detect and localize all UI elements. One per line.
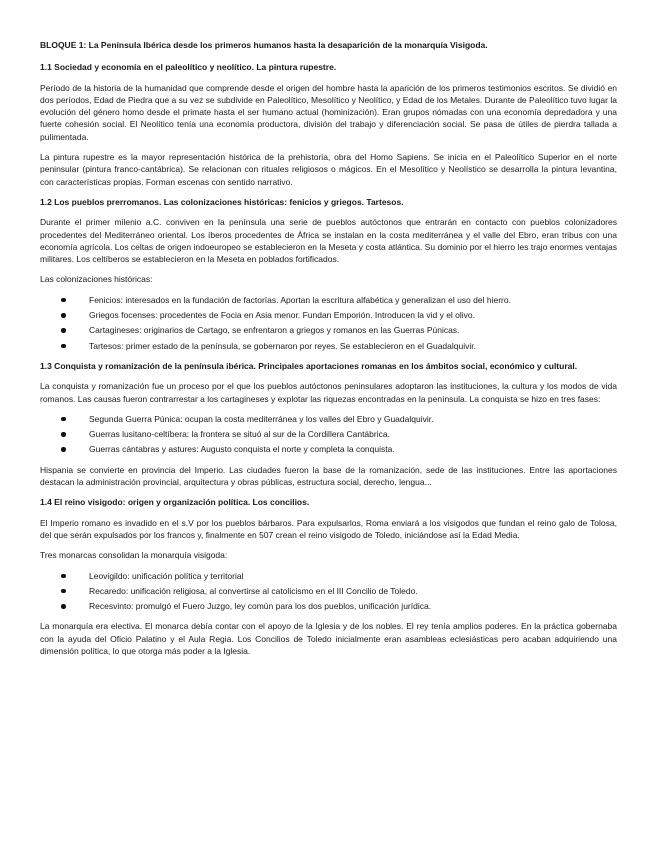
section-1-4 bbox=[40, 496, 617, 657]
list-item: Recesvinto: promulgó el Fuero Juzgo, ley común para los dos pueblos, unificación jurídica. bbox=[89, 600, 617, 612]
list-item: Guerras lusitano-celtíbera: la frontera se situó al sur de la Cordillera Cantábrica. bbox=[89, 428, 617, 440]
list-item: Guerras cántabras y astures: Augusto conquista el norte y completa la conquista. bbox=[89, 443, 617, 455]
bullet-list bbox=[40, 570, 617, 613]
section-heading: 1.2 Los pueblos prerromanos. Las colonizaciones históricas: fenicios y griegos. Tartesos. bbox=[40, 196, 404, 207]
bullet-list bbox=[40, 413, 617, 456]
paragraph: La pintura rupestre es la mayor representación histórica de la prehistoria, obra del Homo Sapiens. Se inicia en el Paleolítico Superior en el norte peninsular (pintura franco-cantábrica). Se relacionan con rituales religiosos o mágicos. En el Mesolítico y Neolístico se desarrolla la pintura levantina, con características propias. Forman escenas con sentido narrativo. bbox=[40, 152, 617, 187]
paragraph: El Imperio romano es invadido en el s.V por los pueblos bárbaros. Para expulsarlos, Roma enviará a los visigodos que fundan el reino galo de Tolosa, del que serán expulsados por los francos y, finalmente en 507 crean el reino visigodo de Toledo, iniciándose así la Edad Media. bbox=[40, 517, 617, 540]
section-1-3 bbox=[40, 360, 617, 488]
document-title: BLOQUE 1: La Península Ibérica desde los primeros humanos hasta la desaparición de la monarquía Visigoda. bbox=[40, 40, 488, 50]
list-item: Fenicios: interesados en la fundación de factorías. Aportan la escritura alfabética y generalizan el uso del hierro. bbox=[89, 294, 617, 306]
list-item: Cartagineses: originarios de Cartago, se enfrentaron a griegos y romanos en las Guerras Púnicas. bbox=[89, 324, 617, 336]
section-heading: 1.4 El reino visigodo: origen y organización política. Los concilios. bbox=[40, 497, 310, 508]
paragraph: Hispania se convierte en provincia del Imperio. Las ciudades fueron la base de la romanización, sede de las instituciones. Entre las aportaciones destacan la administración provincial, arquitectura y obras públicas, estructura social, derecho, lengua... bbox=[40, 464, 617, 488]
list-item: Griegos focenses: procedentes de Focia en Asia menor. Fundan Emporión. Introducen la vid y el olivo. bbox=[89, 309, 617, 321]
section-heading: 1.1 Sociedad y economía en el paleolítico y neolítico. La pintura rupestre. bbox=[40, 62, 337, 73]
list-item: Recaredo: unificación religiosa, al convertirse al catolicismo en el III Concilio de Toledo. bbox=[89, 585, 617, 597]
section-heading: 1.3 Conquista y romanización de la península ibérica. Principales aportaciones romanas en los ámbitos social, económico y cultural. bbox=[40, 360, 578, 371]
paragraph: Período de la historia de la humanidad que comprende desde el origen del hombre hasta la aparición de los primeros testimonios escritos. Se dividió en dos períodos, Edad de Piedra que a su vez se subdivide en Paleolítico, Mesolítico y Neolítico, y Edad de los Metales. Durante de Paleolítico tuvo lugar la evolución del género homo desde el primate hasta el ser humano actual (hominización). Eran grupos nómadas con una economía depredadora y una fuerte cohesión social. El Neolítico tenía una economía productora, división del trabajo y diferenciación social. Se pasa de útiles de pierdra tallada a pulimentada. bbox=[40, 82, 617, 142]
paragraph: Durante el primer milenio a.C. conviven en la península una serie de pueblos autóctonos que entrarán en contacto con pueblos colonizadores procedentes del Mediterráneo oriental. Los íberos procedentes de África se instalan en la costa mediterránea y el valle del Ebro, eran tribus con una economía agrícola. Los celtas de origen indoeuropeo se establecieron en la Meseta y costa atlántica. Su dominio por el hierro les trajo enormes ventajas militares. Los celtíberos se establecieron en la Meseta en poblados fortificados. bbox=[40, 217, 617, 265]
paragraph: La conquista y romanización fue un proceso por el que los pueblos autóctonos peninsulares adoptaron las instituciones, la cultura y los modos de vida romanos. Las causas fueron contrarrestar a los cartagineses y explotar las riquezas encontradas en la península. La conquista se hizo en tres fases: bbox=[40, 381, 617, 404]
paragraph: Las colonizaciones históricas: bbox=[40, 274, 153, 285]
bullet-list bbox=[40, 294, 617, 352]
section-1-1 bbox=[40, 61, 617, 188]
section-1-2 bbox=[40, 196, 617, 352]
list-item: Segunda Guerra Púnica: ocupan la costa mediterránea y los valles del Ebro y Guadalquivir. bbox=[89, 413, 617, 425]
list-item: Tartesos: primer estado de la península, se gobernaron por reyes. Se establecieron en el Guadalquivir. bbox=[89, 340, 617, 352]
paragraph: La monarquía era electiva. El monarca debía contar con el apoyo de la Iglesia y de los nobles. El rey tenía amplios poderes. En la práctica gobernaba con la ayuda del Oficio Palatino y el Aula Regia. Los Concilios de Toledo inicialmente eran asambleas eclesiásticas pero acaban adquiriendo una dimensión política, lo que otorga más poder a la Iglesia. bbox=[40, 621, 617, 656]
list-item: Leovigildo: unificación política y territorial bbox=[89, 570, 617, 582]
paragraph: Tres monarcas consolidan la monarquía visigoda: bbox=[40, 550, 228, 561]
